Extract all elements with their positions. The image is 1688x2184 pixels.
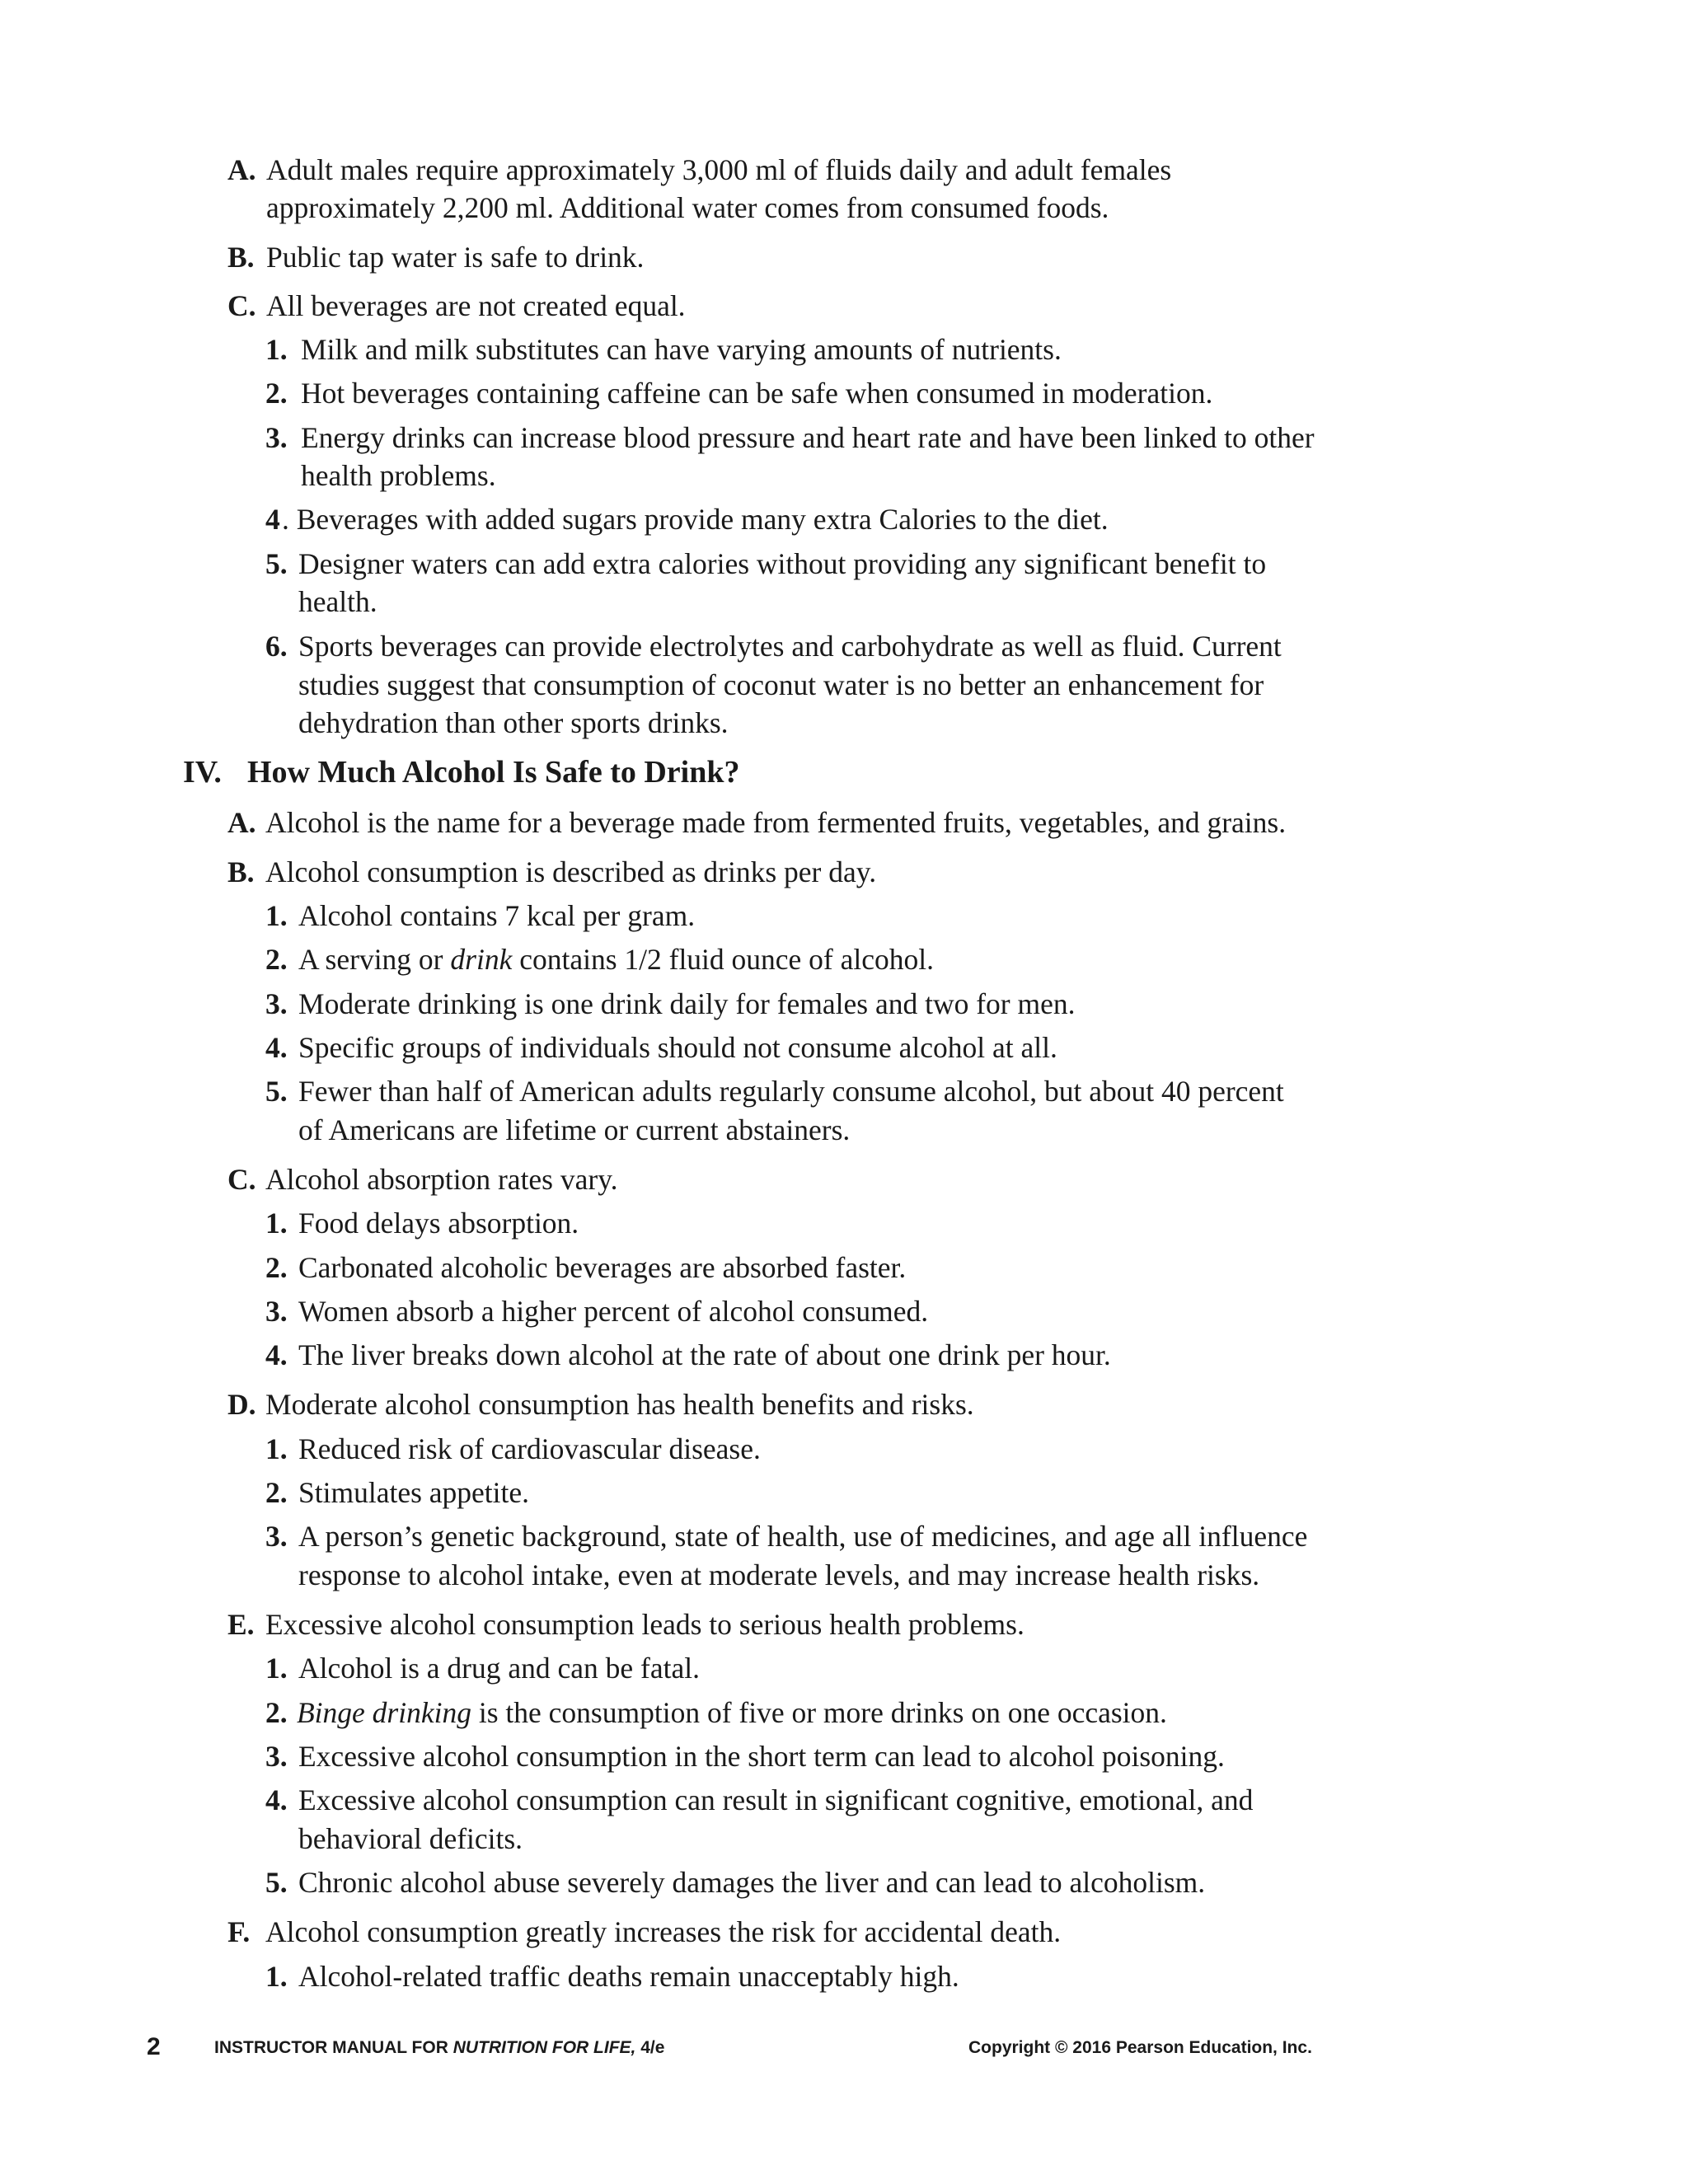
item-label: A. [227, 806, 256, 839]
item-text-line: Alcohol absorption rates vary. [265, 1163, 618, 1196]
item-text-line: health problems. [301, 459, 496, 492]
item-text-line: Alcohol is a drug and can be fatal. [298, 1652, 700, 1685]
item-text-line: Food delays absorption. [298, 1207, 579, 1240]
item-text-line: Moderate drinking is one drink daily for females and two for men. [298, 987, 1076, 1020]
item-label: 4. [265, 1783, 288, 1816]
item-text-line: response to alcohol intake, even at moderate levels, and may increase health risks. [298, 1558, 1260, 1591]
item-label: 4. [265, 1338, 288, 1371]
item-label: 5. [265, 547, 288, 580]
item-text-line: Alcohol consumption is described as drinks per day. [265, 855, 877, 888]
item-label: 3. [265, 1295, 288, 1328]
footer-title [214, 2038, 664, 2058]
italic-term: Binge drinking [297, 1696, 471, 1729]
item-text-line: . Beverages with added sugars provide many extra Calories to the diet. [282, 503, 1109, 536]
item-text-line: A person’s genetic background, state of health, use of medicines, and age all influence [298, 1520, 1308, 1553]
item-text-line: Milk and milk substitutes can have varying amounts of nutrients. [301, 333, 1062, 366]
item-label: 2. [265, 1251, 288, 1284]
page-number: 2 [147, 2033, 161, 2060]
item-label: 3. [265, 421, 288, 454]
text-run: contains 1/2 fluid ounce of alcohol. [512, 943, 934, 976]
item-label: F. [227, 1915, 251, 1948]
item-text-line: health. [298, 585, 377, 618]
item-text-line: Stimulates appetite. [298, 1476, 529, 1509]
item-label: 1. [265, 1207, 288, 1240]
item-text-line: studies suggest that consumption of coconut water is no better an enhancement for [298, 668, 1264, 701]
item-text-line: Carbonated alcoholic beverages are absorbed faster. [298, 1251, 907, 1284]
item-label: 2. [265, 1696, 288, 1729]
item-text-line: Alcohol contains 7 kcal per gram. [298, 899, 696, 932]
item-label: D. [227, 1388, 256, 1421]
section-number: IV. [183, 755, 222, 790]
copyright-notice: Copyright © 2016 Pearson Education, Inc. [968, 2038, 1312, 2057]
item-text-line: Fewer than half of American adults regularly consume alcohol, but about 40 percent [298, 1075, 1284, 1108]
item-text-line: Sports beverages can provide electrolytes and carbohydrate as well as fluid. Current [298, 630, 1282, 663]
item-text-line: Excessive alcohol consumption leads to serious health problems. [265, 1608, 1025, 1641]
item-text-line: Excessive alcohol consumption in the short term can lead to alcohol poisoning. [298, 1740, 1225, 1773]
item-text-line: Designer waters can add extra calories without providing any significant benefit to [298, 547, 1267, 580]
item-text-line: Energy drinks can increase blood pressure and heart rate and have been linked to other [301, 421, 1315, 454]
item-label: 3. [265, 1520, 288, 1553]
item-text-line: Moderate alcohol consumption has health benefits and risks. [265, 1388, 974, 1421]
item-label: C. [227, 1163, 256, 1196]
italic-term: drink [450, 943, 513, 976]
item-text-line: Public tap water is safe to drink. [266, 241, 645, 274]
item-text-line: Alcohol consumption greatly increases the risk for accidental death. [265, 1915, 1062, 1948]
item-text-line: Specific groups of individuals should not consume alcohol at all. [298, 1031, 1057, 1064]
item-text-line: Women absorb a higher percent of alcohol consumed. [298, 1295, 929, 1328]
item-label: C. [227, 289, 256, 322]
item-label: 5. [265, 1075, 288, 1108]
item-label: 2. [265, 377, 288, 410]
item-label: 1. [265, 1652, 288, 1685]
item-label: 5. [265, 1866, 288, 1899]
item-label: 2. [265, 943, 288, 976]
item-text-line: approximately 2,200 ml. Additional water comes from consumed foods. [266, 191, 1109, 224]
item-text-line: Chronic alcohol abuse severely damages the liver and can lead to alcoholism. [298, 1866, 1206, 1899]
item-text-line: The liver breaks down alcohol at the rate of about one drink per hour. [298, 1338, 1111, 1371]
item-label: 1. [265, 1432, 288, 1465]
item-label: 4 [265, 503, 280, 536]
item-text-line: dehydration than other sports drinks. [298, 706, 729, 739]
item-text-line: Alcohol-related traffic deaths remain unacceptably high. [298, 1960, 959, 1993]
item-label: A. [227, 153, 256, 186]
item-text-line: of Americans are lifetime or current abstainers. [298, 1113, 851, 1146]
footer-title-prefix: INSTRUCTOR MANUAL FOR [214, 2038, 453, 2057]
item-label: 1. [265, 899, 288, 932]
item-text-line [298, 940, 934, 979]
item-label: E. [227, 1608, 255, 1641]
item-label: 1. [265, 333, 288, 366]
footer-book-title: NUTRITION FOR LIFE, [452, 2038, 636, 2057]
item-label: 3. [265, 1740, 288, 1773]
item-label: 6. [265, 630, 288, 663]
item-text-line: Alcohol is the name for a beverage made from fermented fruits, vegetables, and grains. [265, 806, 1287, 839]
item-text-line: Hot beverages containing caffeine can be safe when consumed in moderation. [301, 377, 1213, 410]
section-title: How Much Alcohol Is Safe to Drink? [247, 755, 740, 790]
item-label: B. [227, 241, 255, 274]
item-text-line: behavioral deficits. [298, 1822, 523, 1855]
item-label: 3. [265, 987, 288, 1020]
item-text-line: Adult males require approximately 3,000 ml of fluids daily and adult females [266, 153, 1172, 186]
footer-edition: 4/e [635, 2038, 665, 2057]
item-label: B. [227, 855, 255, 888]
item-text-line: Reduced risk of cardiovascular disease. [298, 1432, 761, 1465]
item-label: 4. [265, 1031, 288, 1064]
text-run: A serving or [298, 943, 451, 976]
item-text-line [297, 1694, 1167, 1732]
item-label: 2. [265, 1476, 288, 1509]
text-run: is the consumption of five or more drinks on one occasion. [471, 1696, 1167, 1729]
item-label: 1. [265, 1960, 288, 1993]
item-text-line: All beverages are not created equal. [266, 289, 686, 322]
item-text-line: Excessive alcohol consumption can result in significant cognitive, emotional, and [298, 1783, 1254, 1816]
